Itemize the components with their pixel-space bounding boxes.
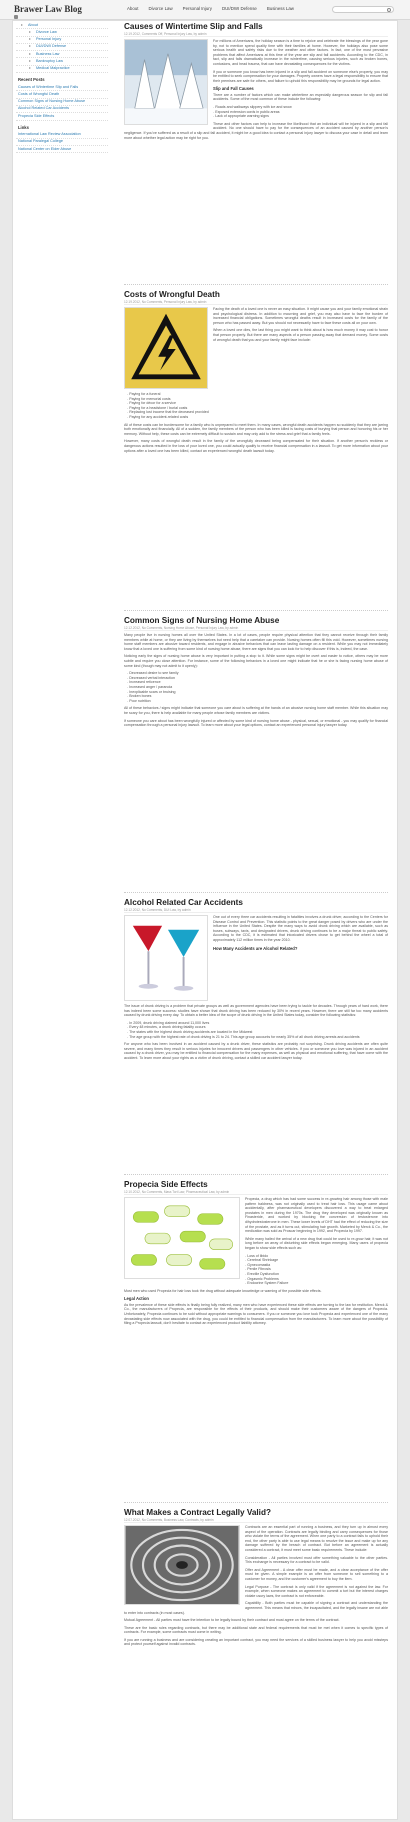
warning-sign-image bbox=[124, 307, 208, 389]
post-paragraph: Legal Purpose - The contract is only valid if the agreement is not against the law. For example, when someone makes an agreement to commit a tort but the interest charges violate usury laws, the contract is not enforceable. bbox=[245, 1584, 388, 1598]
blogroll-link[interactable]: International Law Review Association bbox=[16, 132, 108, 139]
sidebar-page-link[interactable] bbox=[16, 44, 108, 51]
list-item: - Orgasmic Problems bbox=[124, 1277, 388, 1282]
nav-about[interactable]: About bbox=[127, 6, 139, 11]
list-item: - Inexplicable scars or bruising bbox=[124, 690, 388, 695]
sidebar-page-label: Bankruptcy Law bbox=[36, 58, 64, 63]
nav-personal-injury[interactable]: Personal Injury bbox=[182, 6, 212, 11]
sidebar-page-link[interactable] bbox=[16, 66, 108, 73]
post-list bbox=[124, 671, 388, 703]
post-paragraph: As the prevalence of these side effects is finally being fully realized, many men who have experienced these side effects are turning to the law for restitution. Merck & Co., the manufacturers of Propecia, are responsible for the effects of their products, and should make their customers aware of the dangers of Propecia. Unfortunately, Propecia continues to be sold without appropriate warnings to consumers. If you or someone you love took Propecia and experienced one of the many devastating side effects now associated with the drug, you could be entitled to financial compensation from the manufacturers. To learn more about the possibility of filing a Propecia lawsuit, don't hesitate to contact an experienced product liability attorney. bbox=[124, 1302, 388, 1326]
list-item: - The age group with the highest rate of drunk driving is 21 to 24. This age group accounts for nearly 35% of all drunk driving arrests and accidents bbox=[124, 1035, 388, 1040]
post-meta: 12.19.2012, Comments Off, Personal Injury Law, by admin bbox=[124, 32, 388, 37]
arrow-right-icon bbox=[21, 24, 23, 26]
nav-divorce-law[interactable]: Divorce Law bbox=[148, 6, 173, 11]
sidebar-links bbox=[16, 132, 108, 154]
post-wrongful-death bbox=[124, 290, 388, 456]
rss-icon[interactable] bbox=[14, 15, 18, 19]
post-paragraph: These and other factors can help to increase the likelihood that an individual will be injured in a slip and fall accident. No one should have to pay for the consequences of an accident caused by another person's negligence. If you've suffered as a result of a slip and fall accident, it might be a good idea to contact a personal injury lawyer to discuss your case in detail and learn more about whether legal action may be right for you. bbox=[124, 121, 388, 140]
sidebar-page-label: DUI/DWI Defense bbox=[36, 44, 67, 49]
post-meta: 12.10.2012, No Comments, Mass Tort Law, Pharmaceutical Law, by admin bbox=[124, 1190, 388, 1195]
post-paragraph: Mutual Agreement - All parties must have the intention to be legally bound by their contract and must agree on the terms of the contract. bbox=[124, 1618, 340, 1623]
list-item: - Paying for any accident-related costs bbox=[124, 415, 388, 420]
post-divider bbox=[124, 284, 388, 285]
list-item: - Endocrine System Failure bbox=[124, 1281, 388, 1286]
post-slip-and-falls bbox=[124, 22, 388, 143]
post-paragraph: Consideration - All parties involved must offer something valuable to the other parties. This exchange is necessary for a contract to be valid. bbox=[245, 1555, 388, 1565]
site-logo[interactable]: Brawer Law Blog bbox=[14, 4, 82, 14]
post-paragraph: However, many costs of wrongful death result in the family of the wrongfully deceased being compensated for their situation. If another person's reckless or dangerous actions resulted in the loss of your loved one, you could actually qualify to receive financial compensation in a lawsuit. To get more information about your options after a loved one has been killed, contact an experienced wrongful death lawsuit today. bbox=[124, 439, 388, 453]
post-paragraph: While many hailed the arrival of a new drug that could be used to re-grow hair, it was not long before an array of disturbing side effects began emerging. Many users of propecia began to show side effects such as: bbox=[245, 1236, 388, 1250]
sidebar-page-label: Business Law bbox=[36, 51, 60, 56]
post-paragraph: If you or someone you know has been injured in a slip and fall accident on someone else's property, you may be entitled to seek compensation for your damages. Property owners have a legal responsibility to ensure that their premises are safe for others, and failure to uphold this responsibility may be grounds for legal action. bbox=[213, 69, 388, 83]
sidebar-pages bbox=[16, 22, 108, 73]
search-input[interactable] bbox=[332, 6, 394, 13]
links-heading: Links bbox=[18, 124, 29, 130]
list-item: - Replacing lost income that the deceased provided bbox=[124, 410, 388, 415]
arrow-right-icon bbox=[29, 53, 31, 55]
blogroll-link[interactable]: National Center on Elder Abuse bbox=[16, 146, 108, 153]
recent-post-link[interactable]: Alcohol Related Car Accidents bbox=[16, 106, 108, 113]
recent-posts-heading: Recent Posts bbox=[18, 77, 45, 83]
sidebar-page-link[interactable] bbox=[16, 58, 108, 65]
arrow-right-icon bbox=[29, 60, 31, 62]
search-icon[interactable] bbox=[387, 8, 391, 12]
post-paragraph: For anyone who has been involved in an accident caused by a drunk driver, these statistics are probably not surprising. Drunk driving accidents are often quite severe, and many times they result in serious injuries for innocent drivers and passengers in other vehicles. If you or someone you love was injured in an accident caused by a drunk driver, you may be entitled to financial compensation for the many expenses, as well as physical and emotional suffering, that have come with the accident. To learn more about your rights as a victim of drunk driving, contact a skilled car accident lawyer today. bbox=[124, 1042, 388, 1060]
post-title[interactable]: Propecia Side Effects bbox=[124, 1180, 208, 1189]
post-paragraph: There are a number of factors which can make wintertime an especially dangerous season for slip and fall accidents. Some of the most common of these include the following: bbox=[213, 92, 388, 102]
recent-post-link[interactable]: Propecia Side Effects bbox=[16, 113, 108, 120]
post-paragraph: One out of every three car accidents resulting in fatalities involves a drunk driver, according to the Centers for Disease Control and Prevention. This statistic points to the great danger posed by drivers who are under the influence in the United States. Despite the many ways to avoid drunk driving which are available, such as buses, subways, taxis, and designated drivers, drunk driving continues to be a major threat to public safety. According to the CDC, it is estimated that intoxicated drivers chose to get behind the wheel a total of approximately 112 million times in the year 2010. bbox=[213, 915, 388, 942]
post-divider bbox=[124, 1502, 388, 1503]
sidebar-page-label: About bbox=[28, 22, 38, 27]
post-propecia-side-effects bbox=[124, 1180, 388, 1329]
post-paragraph: If someone you care about has been wrongfully injured or affected by some kind of nursing home abuse - physical, sexual, or emotional - you may qualify for financial compensation through a personal injury lawsuit. To learn more about your legal options, contact an experienced personal injury lawyer today. bbox=[124, 718, 388, 728]
post-paragraph: These are the basic rules regarding contracts, but there may be additional state and federal requirements that must be met when it comes to specific types of contracts. For example, some contracts must come in writing. bbox=[124, 1625, 388, 1635]
arrow-right-icon bbox=[29, 67, 31, 69]
list-item: - Gynecomastia bbox=[124, 1263, 388, 1268]
list-item: - Cerebral Shrinkage bbox=[124, 1258, 388, 1263]
snowy-trees-image bbox=[124, 39, 208, 125]
recent-post-link[interactable]: Costs of Wrongful Death bbox=[16, 91, 108, 98]
arrow-right-icon bbox=[29, 45, 31, 47]
list-item: - Exposed extension cords in public areas bbox=[124, 110, 388, 115]
post-divider bbox=[124, 610, 388, 611]
list-item: - In 2009, drunk driving claimed around 11,000 lives bbox=[124, 1021, 388, 1026]
sidebar-page-label: Divorce Law bbox=[36, 29, 57, 34]
recent-post-link[interactable]: Causes of Wintertime Slip and Falls bbox=[16, 84, 108, 91]
list-item: - Penile Fibrosis bbox=[124, 1267, 388, 1272]
post-list bbox=[124, 1021, 388, 1039]
list-item: - Broken bones bbox=[124, 694, 388, 699]
spiral-staircase-image bbox=[124, 1525, 240, 1605]
post-meta: 12.19.2012, No Comments, Personal Injury Law, by admin bbox=[124, 300, 388, 305]
post-contract-legally-valid bbox=[124, 1508, 388, 1650]
post-title[interactable]: Causes of Wintertime Slip and Falls bbox=[124, 22, 263, 31]
post-paragraph: When a loved one dies, the last thing you might want to think about is how much money it may cost to honor that person properly. But there are many aspects of a person passing away that demand money. Some costs of wrongful death that you and your family might face include: bbox=[213, 328, 388, 342]
arrow-right-icon bbox=[29, 38, 31, 40]
post-paragraph: Capability - Both parties must be capable of signing a contract and understanding the agreement. This means that minors, the incapacitated, and the legally insane are not able to enter into contracts (in most cases). bbox=[124, 1601, 388, 1615]
post-paragraph: Noticing early the signs of nursing home abuse is very important in putting a stop to it. While some signs might be overt and easier to notice, others may be more subtle and require you close attention. For instance, some of the following behaviors in a loved one might indicate that he or she is facing nursing home abuse of some kind (though may not admit to it openly): bbox=[124, 654, 388, 668]
nav-dui-dwi-defense[interactable]: DUI/DWI Defense bbox=[221, 6, 257, 11]
list-item: - Increased anger / paranoia bbox=[124, 685, 388, 690]
post-paragraph: The issue of drunk driving is a problem that private groups as well as government agencies have been trying to tackle for decades. Through years of hard work, there has indeed been some success: studies have shown that drunk driving has been reduced by 30% in recent years. However, there are still far too many accidents caused by drunk driving every day. To obtain a better idea of the scope of drunk driving in the United States today, consider the following statistics: bbox=[124, 1004, 388, 1018]
post-paragraph: All of these costs can be burdensome for a family who is unprepared to meet them. In many cases, wrongful death accidents happen so suddenly that they are jarring both emotionally and financially. All of a sudden, the family members of the person who has been killed is facing costs of burying that person and honoring his or her memory. Without help, these costs can be extremely difficult to sustain and may only add to the stress and grief that a family feels. bbox=[124, 422, 388, 436]
post-subheading: How Many Accidents are Alcohol Related? bbox=[213, 945, 298, 951]
sidebar-page-label: Personal Injury bbox=[36, 37, 62, 42]
blogroll-link[interactable]: National Paralegal College bbox=[16, 139, 108, 146]
sidebar-recent-posts bbox=[16, 84, 108, 120]
post-paragraph: Many people live in nursing homes all over the United States. In a lot of cases, people require physical attention that they cannot receive through their family members while at home, or they are living by themselves but need help that a caretaker can provide. Nursing homes often fill this void. However, sometimes nursing home staff members are abusive toward residents, and engage in abusive behaviors that can leave lasting damage on a resident. While you may not immediately know that a loved one is suffering from some kind of nursing home abuse, there are signs that you can look for to help discover if this is, indeed, the case. bbox=[124, 633, 388, 651]
list-item: - Roads and walkways slippery with ice and snow bbox=[124, 105, 388, 110]
sidebar-page-link[interactable] bbox=[16, 29, 108, 36]
post-paragraph: Propecia, a drug which has had some success in re-growing hair among those with male pattern baldness, was not originally used to treat hair loss. This usage came about accidentally, after pharmaceutical developers discovered a way to treat enlarged prostates in men during the 1970s. The drug they developed was originally known as Finasteride, and worked by blocking the conversion of testosterone into dihydrotestosterone in men. These lower levels of DHT had the effect of reducing the size of the prostate, and as it turns out, stimulating hair growth. Marketed by Merck & Co., the medication was sold as Proscar beginning in 1992, and Propecia by 1997. bbox=[245, 1197, 388, 1234]
list-item: - Paying for memorial costs bbox=[124, 397, 388, 402]
post-meta: 12.07.2012, No Comments, Business Law, Contracts, by admin bbox=[124, 1518, 388, 1523]
main-nav bbox=[122, 6, 299, 12]
list-item: - Erectile Dysfunction bbox=[124, 1272, 388, 1277]
top-bar bbox=[0, 0, 410, 20]
list-item: - Poor nutrition bbox=[124, 699, 388, 704]
post-paragraph: Most men who used Propecia for hair loss took the drug without adequate knowledge or warning of the possible side effects. bbox=[124, 1288, 322, 1293]
cocktail-glasses-image bbox=[124, 915, 208, 1001]
list-item: - Decreased desire to see family bbox=[124, 671, 388, 676]
list-item: - Decreased verbal interaction bbox=[124, 676, 388, 681]
sidebar bbox=[16, 22, 108, 153]
post-divider bbox=[124, 892, 388, 893]
recent-post-link[interactable]: Common Signs of Nursing Home Abuse bbox=[16, 99, 108, 106]
post-paragraph: All of these behaviors / signs might indicate that someone you care about is suffering at the hands of an abusive nursing home staff member. While this situation may be scary for you, there is help available for many people whose family members are victims. bbox=[124, 706, 388, 715]
post-paragraph: For millions of Americans, the holiday season is a time to rejoice and celebrate the blessings of the year gone by, not to mention spend quality time with their families at home. However, the holidays also pose some serious health and safety risks due to the weather and other factors. In fact, one of the most pervasive problems that affect Americans at this time of the year are slip and fall accidents. According to the CDC, in fact, slip and falls dramatically increase in the wintertime, causing serious injuries, such as broken bones, contusions, and head trauma, that can have devastating consequences for the victims. bbox=[213, 39, 388, 66]
arrow-right-icon bbox=[29, 31, 31, 33]
list-item: - Paying for a funeral bbox=[124, 392, 388, 397]
list-item: - Every 48 minutes, a drunk driving fatality occurs bbox=[124, 1025, 388, 1030]
list-item: - Paying for décor for a service bbox=[124, 401, 388, 406]
post-meta: 12.12.2012, No Comments, Nursing Home Abuse, Personal Injury Law, by admin bbox=[124, 626, 388, 631]
post-nursing-home-abuse bbox=[124, 616, 388, 731]
sidebar-page-link[interactable] bbox=[16, 37, 108, 44]
post-subheading: Slip and Fall Causes bbox=[213, 86, 254, 92]
list-item: - The states with the highest drunk driving accidents are located in the Midwest bbox=[124, 1030, 388, 1035]
list-item: - Lack of appropriate warning signs bbox=[124, 114, 388, 119]
post-subheading: Legal Action bbox=[124, 1296, 149, 1302]
post-paragraph: Contracts are an essential part of running a business, and they turn up in almost every aspect of the operation. Contracts are legally binding and carry consequences for those who violate the terms of the agreement. When one party to a contract fails to uphold their end, the other party is able to use legal means to resolve the issue and make up for any damage suffered by the breach of contract. But before an agreement is actually considered a contract, it must meet some basic requirements. These include: bbox=[245, 1525, 388, 1552]
post-divider bbox=[124, 1174, 388, 1175]
sidebar-page-link[interactable] bbox=[16, 51, 108, 58]
pills-image bbox=[124, 1197, 240, 1279]
post-title[interactable]: What Makes a Contract Legally Valid? bbox=[124, 1508, 271, 1517]
list-item: - Paying for a headstone / burial costs bbox=[124, 406, 388, 411]
sidebar-page-label: Medical Malpractice bbox=[36, 66, 70, 71]
sidebar-page-link[interactable] bbox=[16, 22, 108, 29]
post-meta: 12.12.2012, No Comments, DUI Law, by admin bbox=[124, 908, 388, 913]
post-title[interactable]: Costs of Wrongful Death bbox=[124, 290, 220, 299]
nav-business-law[interactable]: Business Law bbox=[266, 6, 294, 11]
post-paragraph: If you are running a business and are considering creating an important contract, you may need the services of a skilled business lawyer to help you avoid missteps and protect yourself against invalid contracts. bbox=[124, 1637, 388, 1647]
post-paragraph: Offer and Agreement - A clear offer must be made, and a clear acceptance of the offer must be given. A simple example is an offer from someone to sell something to a customer for money, and the customer's agreement to buy the item. bbox=[245, 1567, 388, 1581]
post-paragraph: Facing the death of a loved one is never an easy situation. It might cause you and your family emotional strain and psychological distress. In addition to mourning and grief, you may also have to face the burden of increased financial obligations. Sometimes wrongful deaths result in increased costs for the family of the person who has passed away. But you should not necessarily have to face these costs all on your own. bbox=[213, 307, 388, 325]
post-title[interactable]: Common Signs of Nursing Home Abuse bbox=[124, 616, 280, 625]
list-item: - Loss of libido bbox=[124, 1254, 388, 1259]
post-title[interactable]: Alcohol Related Car Accidents bbox=[124, 898, 243, 907]
list-item: - Increased reticence bbox=[124, 680, 388, 685]
post-alcohol-car-accidents bbox=[124, 898, 388, 1064]
post-list bbox=[124, 392, 388, 420]
